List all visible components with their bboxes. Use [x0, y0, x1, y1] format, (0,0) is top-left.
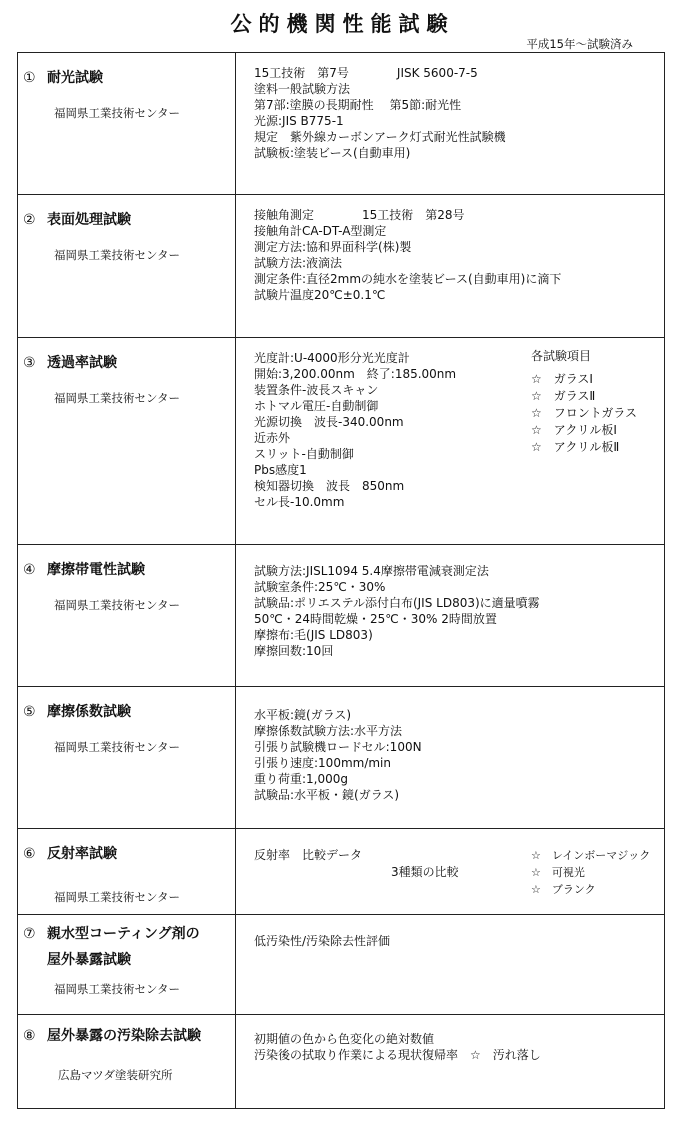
section-organization: 福岡県工業技術センター	[54, 890, 181, 904]
detail-line: ホトマル電圧-自動制御	[254, 399, 379, 413]
section-label-cell	[18, 915, 236, 1015]
section-label-cell	[18, 53, 236, 195]
section-title: ② 表面処理試験	[23, 212, 131, 228]
section-number: ①	[23, 70, 36, 86]
section-detail-cell	[236, 687, 665, 829]
section-row-friction-coefficient	[18, 687, 665, 829]
detail-line: 装置条件-波長スキャン	[254, 383, 379, 397]
section-label-cell	[18, 687, 236, 829]
test-item: ☆ アクリル板Ⅰ	[531, 423, 617, 437]
section-organization: 広島マツダ塗装研究所	[58, 1068, 173, 1082]
section-number: ④	[23, 562, 36, 578]
section-row-surface-treatment	[18, 195, 665, 338]
section-row-outdoor-exposure	[18, 915, 665, 1015]
section-organization: 福岡県工業技術センター	[54, 106, 181, 120]
detail-line: 光源:JIS B775-1	[254, 114, 344, 128]
detail-line: 水平板:鏡(ガラス)	[254, 708, 352, 722]
detail-line: 試験板:塗装ビース(自動車用)	[254, 146, 411, 160]
test-item: ☆ ガラスⅠ	[531, 372, 593, 386]
section-number: ②	[23, 212, 36, 228]
section-detail-lines	[254, 707, 664, 803]
section-title-line2: 屋外暴露試験	[47, 952, 131, 968]
section-row-stain-removal	[18, 1015, 665, 1109]
section-number: ⑦	[23, 926, 36, 942]
detail-line: 第7部:塗膜の長期耐性 第5節:耐光性	[254, 98, 462, 112]
section-title: ⑧ 屋外暴露の汚染除去試験	[23, 1028, 201, 1044]
detail-line: 摩擦布:毛(JIS LD803)	[254, 628, 373, 642]
detail-line: 試験方法:JISL1094 5.4摩擦帯電減衰測定法	[254, 564, 489, 578]
detail-line: 近赤外	[254, 431, 291, 445]
section-detail-lines	[254, 65, 664, 161]
section-organization: 福岡県工業技術センター	[54, 740, 181, 754]
detail-line: スリット-自動制御	[254, 447, 354, 461]
detail-line: 規定 紫外線カーボンアーク灯式耐光性試験機	[254, 130, 506, 144]
test-item: ☆ ブランク	[531, 883, 596, 896]
detail-line: 試験片温度20℃±0.1℃	[254, 288, 386, 302]
section-label-cell	[18, 545, 236, 687]
section-organization: 福岡県工業技術センター	[54, 598, 181, 612]
detail-line: 検知器切換 波長 850nm	[254, 479, 405, 493]
section-detail-lines	[254, 1031, 664, 1063]
section-row-transmittance	[18, 338, 665, 545]
section-number: ⑧	[23, 1028, 36, 1044]
detail-line: 接触角計CA-DT-A型測定	[254, 224, 387, 238]
section-title: ① 耐光試験	[23, 70, 103, 86]
section-title: ⑦ 親水型コーティング剤の	[23, 926, 200, 942]
section-label-cell	[18, 338, 236, 545]
detail-line: 塗料一般試験方法	[254, 82, 351, 96]
detail-line: 測定条件:直径2mmの純水を塗装ビース(自動車用)に滴下	[254, 272, 562, 286]
section-organization: 福岡県工業技術センター	[54, 982, 181, 996]
section-organization: 福岡県工業技術センター	[54, 248, 181, 262]
test-item: ☆ アクリル板Ⅱ	[531, 440, 620, 454]
detail-line: 引張り試験機ロードセル:100N	[254, 740, 422, 754]
detail-line: 50℃・24時間乾燥・25℃・30% 2時間放置	[254, 612, 497, 626]
detail-line: 反射率 比較データ	[254, 848, 363, 862]
section-number: ⑤	[23, 704, 36, 720]
test-item: ☆ 可視光	[531, 866, 585, 879]
detail-line: 引張り速度:100mm/min	[254, 756, 391, 770]
detail-line: 開始:3,200.00nm 終了:185.00nm	[254, 367, 457, 381]
section-row-light-resistance	[18, 53, 665, 195]
section-number: ③	[23, 355, 36, 371]
section-detail-lines	[254, 933, 664, 949]
section-title: ④ 摩擦帯電性試験	[23, 562, 145, 578]
detail-line: 光源切換 波長-340.00nm	[254, 415, 404, 429]
detail-line: 重り荷重:1,000g	[254, 772, 349, 786]
detail-line: 摩擦係数試験方法:水平方法	[254, 724, 403, 738]
section-label-cell	[18, 829, 236, 915]
section-title: ⑥ 反射率試験	[23, 846, 117, 862]
section-title: ③ 透過率試験	[23, 355, 117, 371]
section-detail-cell	[236, 829, 665, 915]
test-table	[17, 52, 665, 1109]
section-label-cell	[18, 195, 236, 338]
detail-line: 試験品:水平板・鏡(ガラス)	[254, 788, 400, 802]
section-detail-lines	[254, 207, 664, 303]
detail-line: 測定方法:協和界面科学(株)製	[254, 240, 412, 254]
detail-line: 試験室条件:25℃・30%	[254, 580, 386, 594]
detail-line: Pbs感度1	[254, 463, 307, 477]
test-items-title: 各試験項目	[531, 349, 592, 363]
section-row-reflectance	[18, 829, 665, 915]
section-organization: 福岡県工業技術センター	[54, 391, 181, 405]
detail-line: 15工技術 第7号 JISK 5600-7-5	[254, 66, 478, 80]
test-item: ☆ フロントガラス	[531, 406, 638, 420]
detail-line: 接触角測定 15工技術 第28号	[254, 208, 465, 222]
section-detail-cell	[236, 338, 665, 545]
test-items-list	[531, 847, 650, 898]
detail-line: 汚染後の拭取り作業による現状復帰率 ☆ 汚れ落し	[254, 1048, 541, 1062]
section-detail-cell	[236, 545, 665, 687]
test-item: ☆ ガラスⅡ	[531, 389, 596, 403]
detail-line: 光度計:U-4000形分光光度計	[254, 351, 410, 365]
detail-line: 摩擦回数:10回	[254, 644, 334, 658]
detail-line: 試験方法:液滴法	[254, 256, 343, 270]
section-detail-cell	[236, 195, 665, 338]
tested-note: 平成15年〜試験済み	[526, 37, 633, 51]
detail-line: 試験品:ポリエステル添付白布(JIS LD803)に適量噴霧	[254, 596, 540, 610]
comparison-note: 3種類の比較	[391, 865, 459, 879]
section-number: ⑥	[23, 846, 36, 862]
detail-line: セル長-10.0mm	[254, 495, 345, 509]
page-title: 公的機関性能試験	[230, 12, 455, 36]
detail-line: 初期値の色から色変化の絶対数値	[254, 1032, 435, 1046]
section-row-friction-charge	[18, 545, 665, 687]
section-detail-lines	[254, 563, 664, 659]
section-detail-cell	[236, 915, 665, 1015]
section-detail-cell	[236, 53, 665, 195]
section-label-cell	[18, 1015, 236, 1109]
section-title: ⑤ 摩擦係数試験	[23, 704, 131, 720]
test-item: ☆ レインボーマジック	[531, 849, 651, 862]
test-items-list	[531, 348, 637, 456]
section-detail-cell	[236, 1015, 665, 1109]
detail-line: 低汚染性/汚染除去性評価	[254, 934, 391, 948]
